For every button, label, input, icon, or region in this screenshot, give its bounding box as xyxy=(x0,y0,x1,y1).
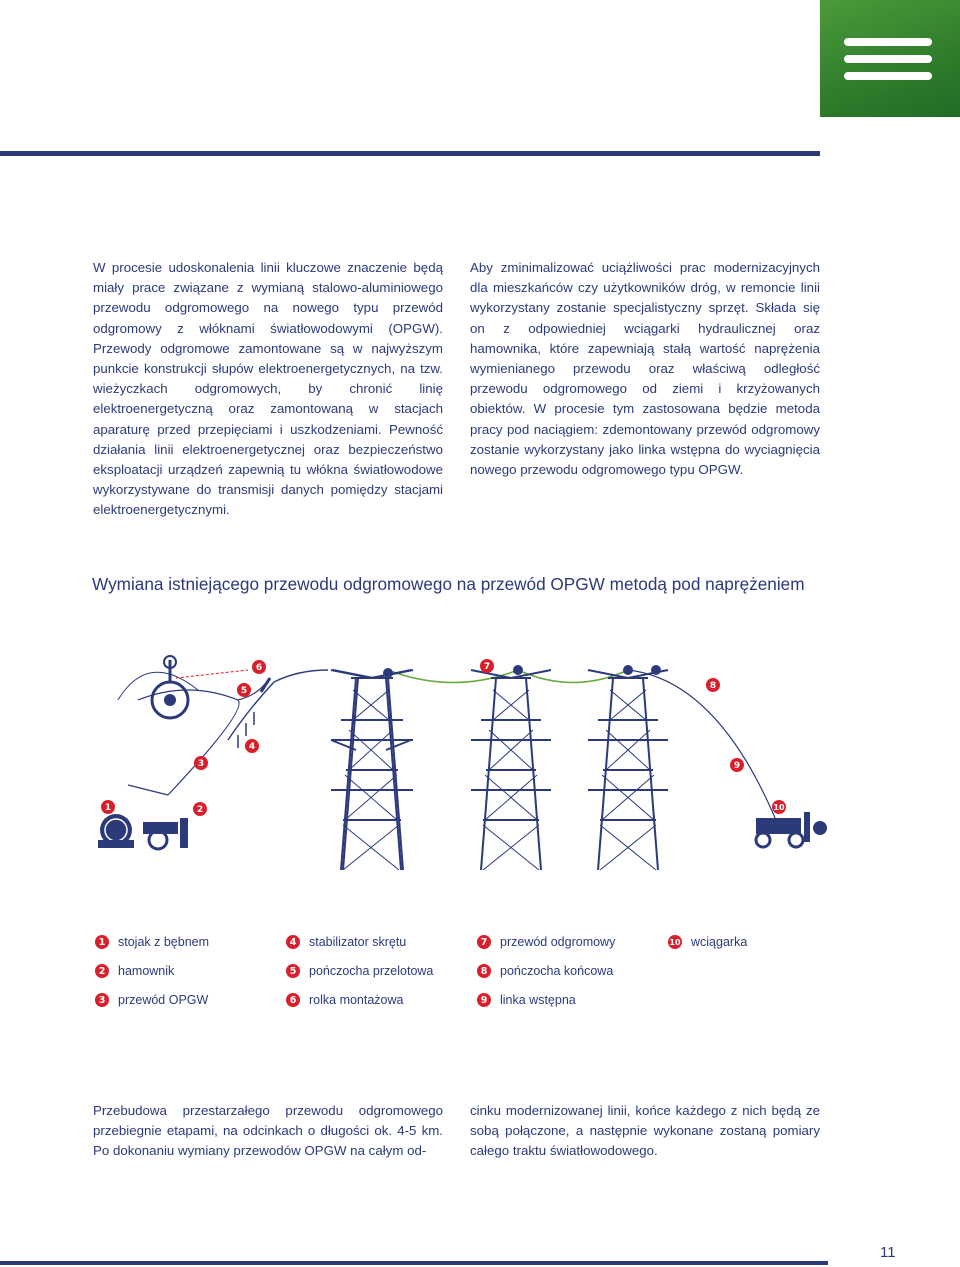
body-text-left: W procesie udoskonalenia linii kluczowe znaczenie będą miały prace związane z wymianą stalowo-aluminiowego przewodu odgromowego na nowego typu przewód odgromowy z włóknami światłowodowymi (OPGW). Przewody odgromowe zamontowane są w najwyższym punkcie konstrukcji słupów elektroenergetycznych, na tzw. wieżyczkach odgromowych, by chronić linię elektroenergetyczną oraz zamontowaną w stacjach aparaturę przed przepięciami i uszkodzeniami. Pewność działania linii elektroenergetycznej oraz bezpieczeństwo eksploatacji urządzeń zapewnią tu włókna światłowodowe wykorzystywane do transmisji danych pomiędzy stacjami elektroenergetycznymi. xyxy=(93,260,443,518)
legend-item-10 xyxy=(668,935,747,949)
legend-label: linka wstępna xyxy=(500,993,576,1007)
legend-badge: 7 xyxy=(477,935,491,949)
footer-text-left: Przebudowa przestarzałego przewodu odgromowego przebiegnie etapami, na odcinkach o długości ok. 4-5 km. Po dokonaniu wymiany przewodów OPGW na całym od- xyxy=(93,1103,443,1159)
legend-item-1 xyxy=(95,935,209,949)
legend-label: stojak z bębnem xyxy=(118,935,210,949)
legend-item-7 xyxy=(477,935,615,949)
opgw-diagram xyxy=(88,640,828,870)
legend-item-9 xyxy=(477,993,576,1007)
pilot-rope xyxy=(628,670,778,825)
legend-badge: 8 xyxy=(477,964,491,978)
legend-badge: 1 xyxy=(95,935,109,949)
legend-label: rolka montażowa xyxy=(309,993,404,1007)
old-ground-wire xyxy=(388,670,628,683)
legend-item-6 xyxy=(286,993,404,1007)
legend-item-4 xyxy=(286,935,406,949)
legend-label: wciągarka xyxy=(691,935,748,949)
callout-9 xyxy=(730,758,744,772)
diagram-title: Wymiana istniejącego przewodu odgromowego na przewód OPGW metodą pod naprężeniem xyxy=(92,574,805,594)
winch xyxy=(756,812,827,847)
legend-label: pończocha przelotowa xyxy=(309,964,434,978)
legend-badge: 3 xyxy=(95,993,109,1007)
menu-tile[interactable] xyxy=(820,0,960,117)
legend-label: pończocha końcowa xyxy=(500,964,614,978)
svg-text:7: 7 xyxy=(483,662,491,672)
legend-item-3 xyxy=(95,993,208,1007)
svg-text:1: 1 xyxy=(104,803,112,813)
svg-text:4: 4 xyxy=(248,742,256,752)
page-number: 11 xyxy=(880,1244,896,1261)
callout-5 xyxy=(237,683,251,697)
svg-text:5: 5 xyxy=(240,686,248,696)
svg-text:10: 10 xyxy=(773,803,785,812)
menu-icon-bar-top xyxy=(844,38,932,46)
legend-label: hamownik xyxy=(118,964,175,978)
red-dashed-arrow xyxy=(176,670,248,678)
svg-text:9: 9 xyxy=(733,761,741,771)
callout-4 xyxy=(245,739,259,753)
legend-badge: 2 xyxy=(95,964,109,978)
legend-label: stabilizator skrętu xyxy=(309,935,407,949)
menu-icon-bar-middle xyxy=(844,55,932,63)
callout-3 xyxy=(194,756,208,770)
bottom-rule xyxy=(0,1261,828,1265)
pylon-2 xyxy=(471,670,551,870)
footer-text-right: cinku modernizowanej linii, końce każdego z nich będą ze sobą połączone, a następnie wykonane zostaną pomiary całego traktu światłowodowego. xyxy=(470,1103,820,1159)
svg-text:8: 8 xyxy=(709,681,717,691)
drum-stand xyxy=(98,814,134,848)
top-rule xyxy=(0,151,820,156)
legend-badge: 5 xyxy=(286,964,300,978)
svg-text:3: 3 xyxy=(197,759,205,769)
pylon-3 xyxy=(588,670,668,870)
legend-label: przewód OPGW xyxy=(118,993,209,1007)
opgw-cable xyxy=(128,680,268,795)
callout-6 xyxy=(252,660,266,674)
legend-badge: 9 xyxy=(477,993,491,1007)
legend-badge: 6 xyxy=(286,993,300,1007)
legend-item-8 xyxy=(477,964,613,978)
opgw-cable-to-pylon xyxy=(228,670,328,740)
pylon-4 xyxy=(333,670,413,870)
body-text-right: Aby zminimalizować uciążliwości prac modernizacyjnych dla mieszkańców czy użytkowników dróg, w remoncie linii wykorzystany zostanie specjalistyczny sprzęt. Składa się on z odpowiedniej wciągarki hydraulicznej oraz hamownika, które zapewniają stałą wartość naprężenia wymienianego przewodu oraz właściwą odległość przewodu odgromowego od ziemi i krzyżowanych obiektów. W procesie tym zastosowana będzie metoda pracy pod naciągiem: zdemontowany przewód odgromowy zostanie wykorzystany jako linka wstępna do wyciagnięcia nowego przewodu odgromowego typu OPGW. xyxy=(470,260,820,478)
tension-wheel xyxy=(152,656,188,718)
callout-8 xyxy=(706,678,720,692)
callout-7 xyxy=(480,659,494,673)
callout-1 xyxy=(101,800,115,814)
callout-2 xyxy=(193,802,207,816)
callout-10 xyxy=(772,800,786,814)
svg-text:6: 6 xyxy=(255,663,263,673)
legend-badge: 4 xyxy=(286,935,300,949)
legend-badge: 10 xyxy=(668,935,682,949)
svg-text:2: 2 xyxy=(196,805,204,815)
legend-item-2 xyxy=(95,964,174,978)
pulling-sock xyxy=(261,678,270,692)
legend-item-5 xyxy=(286,964,433,978)
menu-icon-bar-bottom xyxy=(844,72,932,80)
legend-label: przewód odgromowy xyxy=(500,935,616,949)
brake-machine xyxy=(143,818,188,849)
